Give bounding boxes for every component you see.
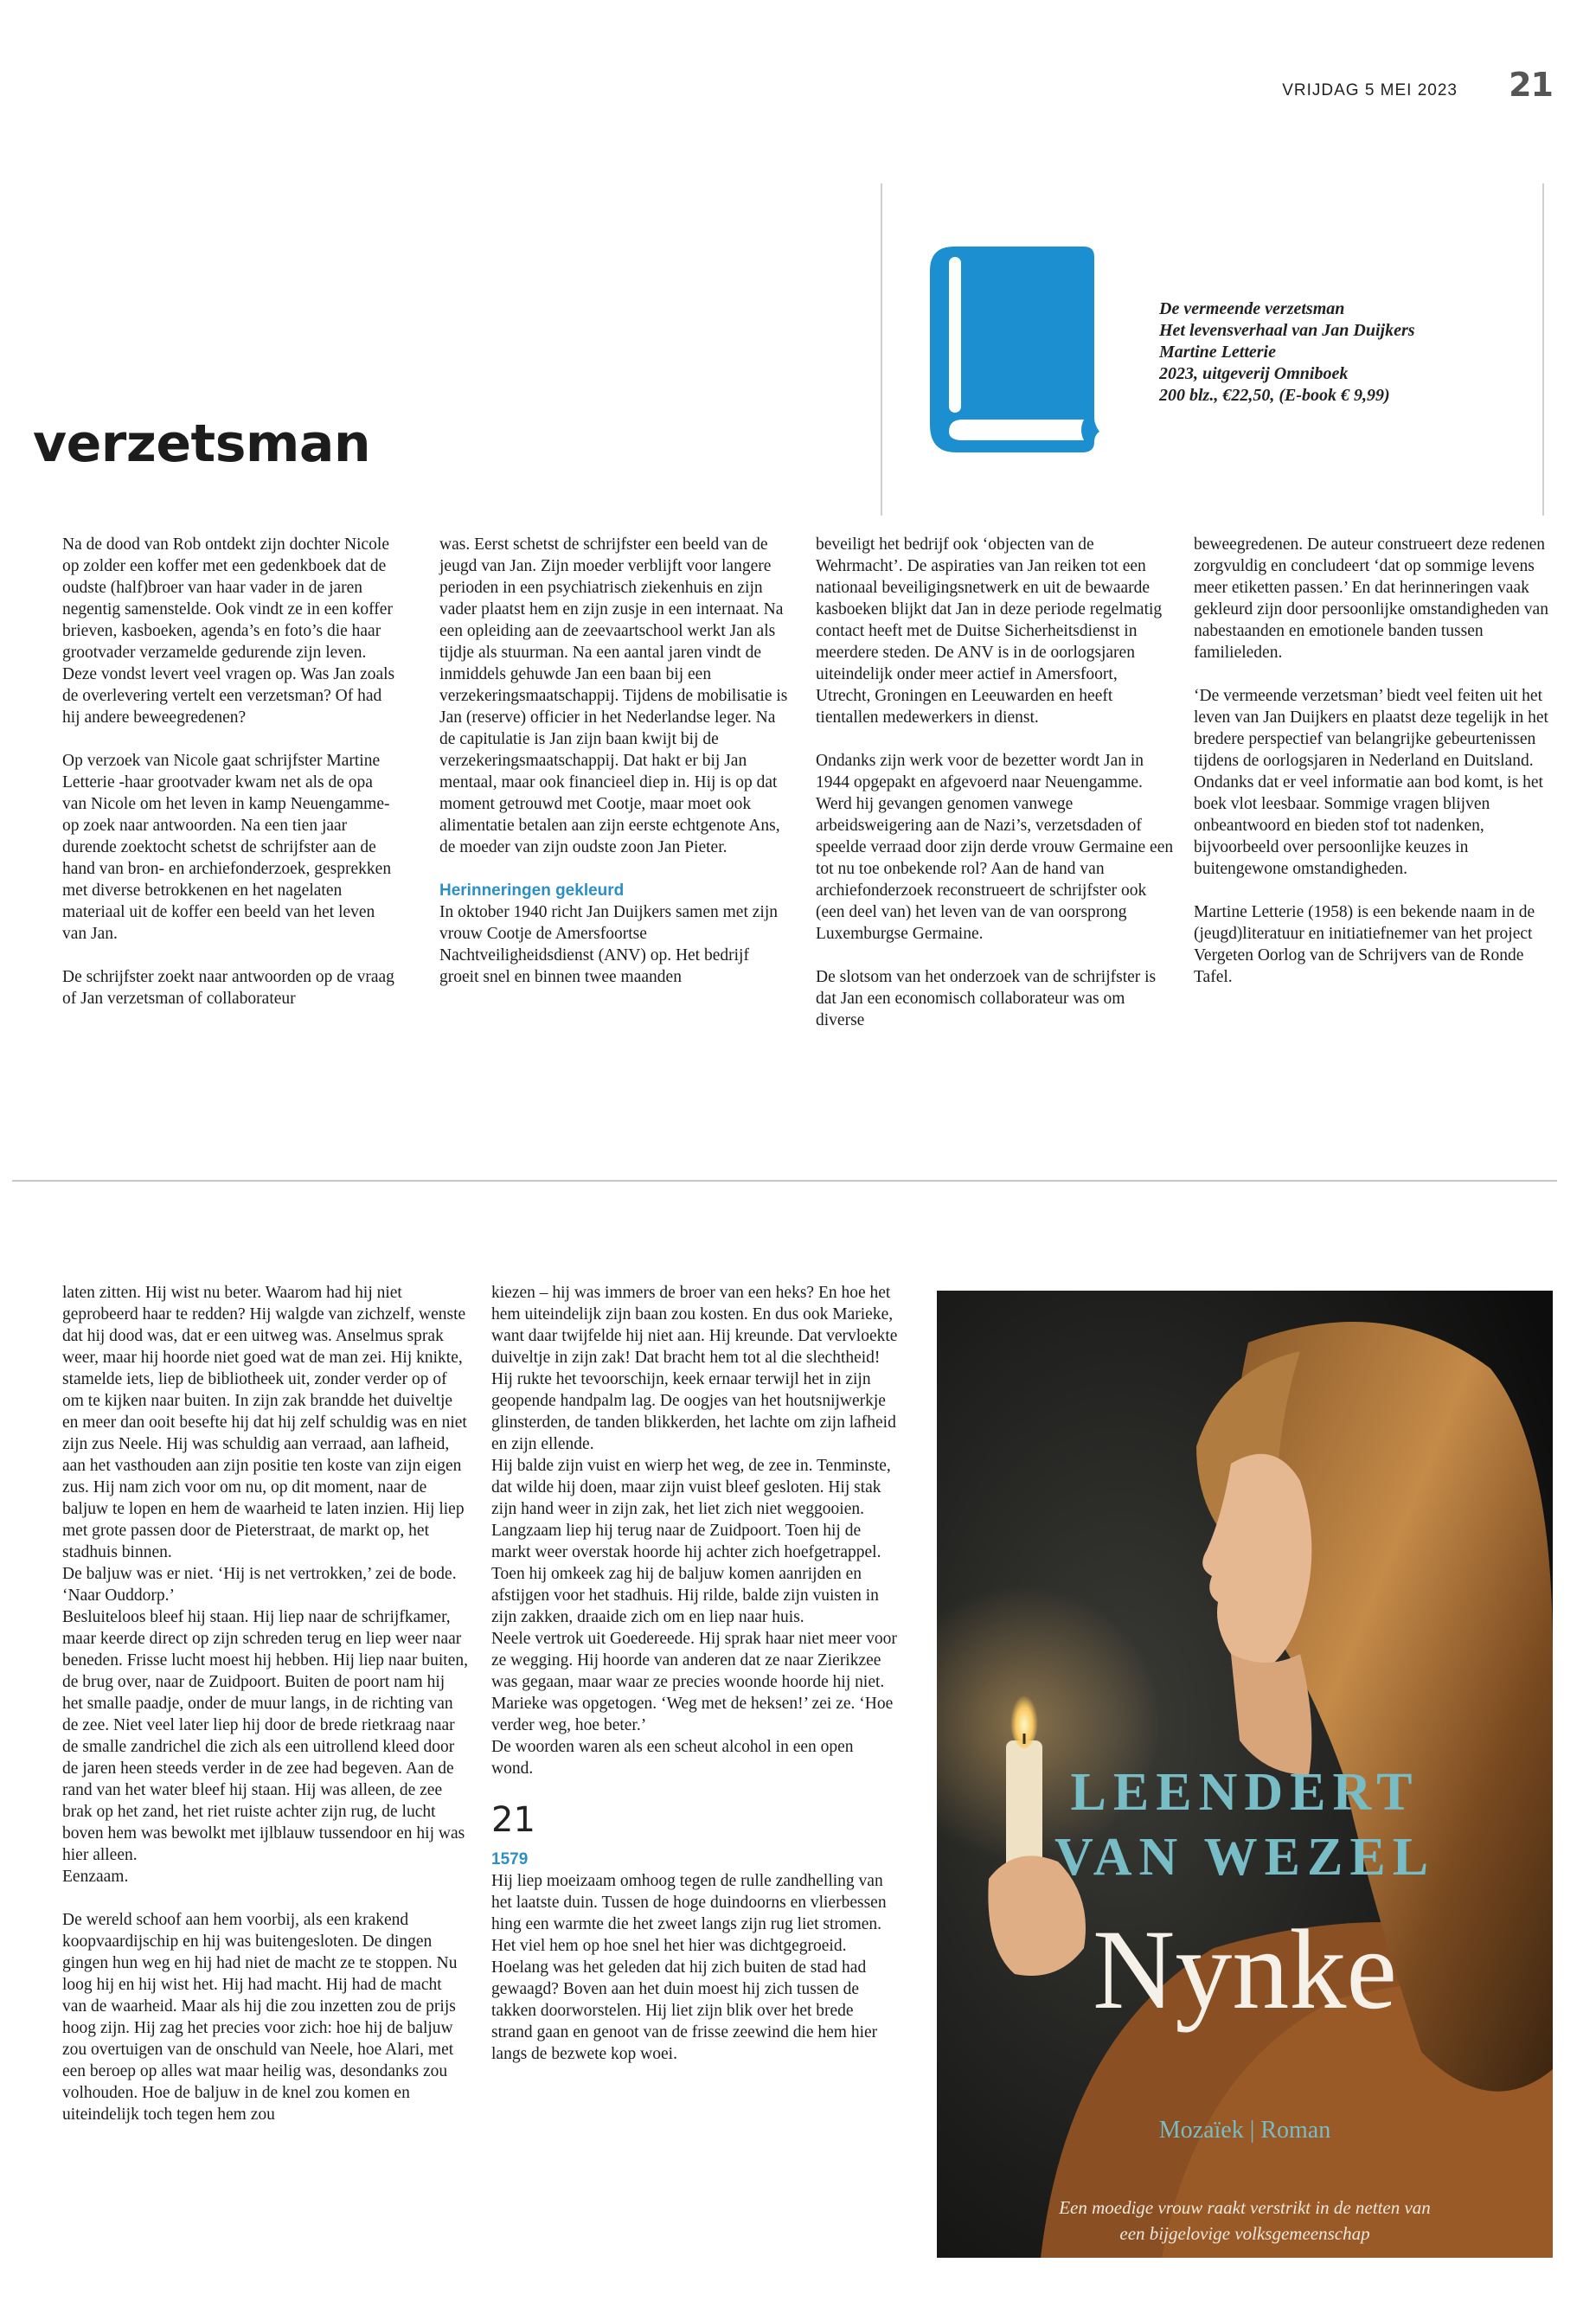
paragraph: Hij liep moeizaam omhoog tegen de rulle zandhelling van het laatste duin. Tussen de hoge duindoorns en vlierbessen hing een warmte die het zweet langs zijn rug liet stromen. Het viel hem op hoe snel het hier was dichtgegroeid. Hoelang was het geleden dat hij zich buiten de stad had gewaagd? Boven aan het duin moest hij zich tussen de takken doorworstelen. Hij liet zijn blik over het brede strand gaan en genoot van de frisse zeewind die hem hier langs de bezwete kop woei. bbox=[491, 1872, 887, 2063]
section-subheading: Herinneringen gekleurd bbox=[439, 881, 625, 900]
paragraph: ‘De vermeende verzetsman’ biedt veel feiten uit het leven van Jan Duijkers en plaatst deze tegelijk in het bredere perspectief van belangrijke gebeurtenissen tijdens de oorlogsjaren in Nederland en Duitsland. Ondanks dat er veel informatie aan bod komt, is het boek vlot leesbaar. Sommige vragen blijven onbeantwoord en bieden stof tot nadenken, bijvoorbeeld over persoonlijke keuzes in buitengewone omstandigheden. bbox=[1194, 687, 1548, 878]
book-info-line: Martine Letterie bbox=[1159, 343, 1276, 362]
chapter-subtitle: 1579 bbox=[491, 1850, 529, 1868]
issue-date: VRIJDAG 5 MEI 2023 bbox=[1282, 81, 1458, 99]
book-info-line: De vermeende verzetsman bbox=[1159, 299, 1345, 318]
article-title: verzetsman bbox=[33, 413, 371, 474]
paragraph: In oktober 1940 richt Jan Duijkers samen met zijn vrouw Cootje de Amersfoortse Nachtveiligheidsdienst (ANV) op. Het bedrijf groeit snel en binnen twee maanden bbox=[439, 903, 778, 986]
chapter-number: 21 bbox=[491, 1800, 535, 1840]
cover-author-line: LEENDERT bbox=[1070, 1763, 1420, 1822]
article-column-4 bbox=[1194, 534, 1548, 988]
paragraph: Na de dood van Rob ontdekt zijn dochter Nicole op zolder een koffer met een gedenkboek dat de oudste (half)broer van haar vader in de jaren negentig samenstelde. Ook vindt ze in een koffer brieven, kasboeken, agenda’s en foto’s die haar grootvader verzamelde gedurende zijn leven. Deze vondst levert veel vragen op. Was Jan zoals de overlevering vertelt een verzetsman? Of had hij andere beweegredenen? bbox=[62, 535, 395, 727]
serial-column-1 bbox=[62, 1282, 469, 2125]
book-info-line: 2023, uitgeverij Omniboek bbox=[1159, 364, 1349, 383]
section-divider bbox=[12, 1180, 1557, 1182]
paragraph: Marieke was opgetogen. ‘Weg met de heksen!’ zei ze. ‘Hoe verder weg, hoe beter.’ bbox=[491, 1695, 894, 1734]
cover-tagline: Een moedige vrouw raakt verstrikt in de netten van bbox=[1059, 2197, 1431, 2218]
article-column-1 bbox=[62, 534, 400, 1009]
article-column-3 bbox=[816, 534, 1176, 1031]
paragraph: beveiligt het bedrijf ook ‘objecten van de Wehrmacht’. De aspiraties van Jan reiken tot een nationaal beveiligingsnetwerk en uit de bewaarde kasboeken blijkt dat Jan in deze periode regelmatig contact heeft met de Duitse Sicherheitsdienst in meerdere steden. De ANV is in de oorlogsjaren uiteindelijk onder meer actief in Amersfoort, Utrecht, Groningen en Leeuwarden en heeft tientallen medewerkers in dienst. bbox=[816, 535, 1163, 727]
paragraph: Ondanks zijn werk voor de bezetter wordt Jan in 1944 opgepakt en afgevoerd naar Neuengamme. Werd hij gevangen genomen vanwege arbeidsweigering aan de Nazi’s, verzetsdaden of speelde verraad door zijn derde vrouw Germaine een tot nu toe onbekende rol? Aan de hand van archiefonderzoek reconstrueert de schrijfster ook (een deel van) het leven van de van oorsprong Luxemburgse Germaine. bbox=[816, 752, 1174, 943]
paragraph: De woorden waren als een scheut alcohol in een open wond. bbox=[491, 1738, 854, 1778]
paragraph: Eenzaam. bbox=[62, 1868, 129, 1886]
divider-line bbox=[881, 183, 882, 516]
paragraph: De slotsom van het onderzoek van de schrijfster is dat Jan een economisch collaborateur was om diverse bbox=[816, 968, 1157, 1029]
cover-author-line: VAN WEZEL bbox=[1054, 1828, 1436, 1887]
paragraph: kiezen – hij was immers de broer van een heks? En hoe het hem uiteindelijk zijn baan zou kosten. En dus ook Marieke, want daar twijfelde hij niet aan. Hij kreunde. Dat vervloekte duiveltje in zijn zak! Dat bracht hem tot al die slechtheid! Hij rukte het tevoorschijn, keek ernaar terwijl het in zijn geopende handpalm lag. De oogjes van het houtsnijwerkje glinsterden, de tanden blikkerden, het lachte om zijn lafheid en zijn ellende. bbox=[491, 1284, 898, 1453]
book-icon bbox=[930, 247, 1099, 452]
paragraph: De baljuw was er niet. ‘Hij is net vertrokken,’ zei de bode. ‘Naar Ouddorp.’ bbox=[62, 1565, 457, 1605]
paragraph: Martine Letterie (1958) is een bekende naam in de (jeugd)literatuur en initiatiefnemer van het project Vergeten Oorlog van de Schrijvers van de Ronde Tafel. bbox=[1194, 903, 1535, 986]
divider-line bbox=[1542, 183, 1544, 516]
cover-series: Mozaïek | Roman bbox=[1158, 2117, 1331, 2144]
paragraph: was. Eerst schetst de schrijfster een beeld van de jeugd van Jan. Zijn moeder verblijft voor langere perioden in een psychiatrisch ziekenhuis en zijn vader plaatst hem en zijn zusje in een internaat. Na een opleiding aan de zeevaartschool werkt Jan als tijdje als stuurman. Na een aantal jaren vindt de inmiddels gehuwde Jan een baan bij een verzekeringsmaatschappij. Tijdens de mobilisatie is Jan (reserve) officier in het Nederlandse leger. Na de capitulatie is Jan zijn baan kwijt bij de verzekeringsmaatschappij. Dat hakt er bij Jan mentaal, maar ook financieel diep in. Hij is op dat moment getrouwd met Cootje, maar moet ook alimentatie betalen aan zijn eerste echtgenote Ans, de moeder van zijn oudste zoon Jan Pieter. bbox=[439, 535, 788, 856]
paragraph: Neele vertrok uit Goedereede. Hij sprak haar niet meer voor ze wegging. Hij hoorde van anderen dat ze naar Zierikzee was gegaan, maar waar ze precies woonde hoorde hij niet. bbox=[491, 1630, 897, 1691]
page-number: 21 bbox=[1509, 66, 1553, 104]
serial-column-2 bbox=[491, 1282, 898, 2065]
paragraph: De wereld schoof aan hem voorbij, als een krakend koopvaardijschip en hij was buitengesloten. De dingen gingen hun weg en hij had niet de macht ze te stoppen. Nu loog hij en hij wist het. Hij had macht. Hij had de macht van de waarheid. Maar als hij die zou inzetten zou de prijs hoog zijn. Hij zag het precies voor zich: hoe hij de baljuw zou overtuigen van de onschuld van Neele, hoe Alari, met een beroep op alles wat maar heilig was, desondanks zou volhouden. Hoe de baljuw in de knel zou komen en uiteindelijk toch tegen hem zou bbox=[62, 1911, 458, 2124]
book-cover bbox=[937, 1291, 1553, 2258]
cover-title: Nynke bbox=[1093, 1906, 1397, 2033]
paragraph: De schrijfster zoekt naar antwoorden op de vraag of Jan verzetsman of collaborateur bbox=[62, 968, 394, 1008]
paragraph: Hij balde zijn vuist en wierp het weg, de zee in. Tenminste, dat wilde hij doen, maar zijn vuist bleef gesloten. Hij stak zijn hand weer in zijn zak, het liet zich niet weggooien. bbox=[491, 1457, 891, 1518]
paragraph: Op verzoek van Nicole gaat schrijfster Martine Letterie -haar grootvader kwam net als de opa van Nicole om het leven in kamp Neuengamme- op zoek naar antwoorden. Na een tien jaar durende zoektocht schetst de schrijfster aan de hand van bron- en archiefonderzoek, gesprekken met diverse betrokkenen en het nagelaten materiaal uit de koffer een beeld van het leven van Jan. bbox=[62, 752, 392, 943]
paragraph: Besluiteloos bleef hij staan. Hij liep naar de schrijfkamer, maar keerde direct op zijn schreden terug en liep weer naar beneden. Frisse lucht moest hij hebben. Hij liep naar buiten, de brug over, naar de Zuidpoort. Buiten de poort nam hij het smalle paadje, onder de muur langs, in de richting van de zee. Niet veel later liep hij door de brede rietkraag naar de smalle zandrichel die zich als een uitrollend kleed door de jaren heen steeds verder in de zee had begeven. Aan de rand van het water bleef hij staan. Hij was alleen, de zee brak op het zand, het riet ruiste achter zijn rug, de lucht boven hem was bewolkt met ijlblauw tussendoor en hij was hier alleen. bbox=[62, 1608, 468, 1864]
cover-tagline: een bijgelovige volksgemeenschap bbox=[1119, 2223, 1370, 2244]
article-column-2 bbox=[439, 534, 792, 988]
book-info-line: 200 blz., €22,50, (E-book € 9,99) bbox=[1159, 386, 1390, 405]
book-info-line: Het levensverhaal van Jan Duijkers bbox=[1159, 321, 1415, 340]
paragraph: laten zitten. Hij wist nu beter. Waarom had hij niet geprobeerd haar te redden? Hij walgde van zichzelf, wenste dat hij dood was, dat er een uitweg was. Anselmus sprak weer, maar hij hoorde niet goed wat de man zei. Hij knikte, stamelde iets, liep de bibliotheek uit, zonder verder op of om te kijken naar buiten. In zijn zak brandde het duiveltje en meer dan ooit besefte hij dat hij zelf schuldig was en niet zijn zus Neele. Hij was schuldig aan verraad, aan lafheid, aan het vasthouden aan zijn positie ten koste van zijn eigen zus. Hij nam zich voor om nu, op dit moment, naar de baljuw te lopen en hem de waarheid te laten inzien. Hij liep met grote passen door de Pieterstraat, de markt op, het stadhuis binnen. bbox=[62, 1284, 467, 1561]
paragraph: beweegredenen. De auteur construeert deze redenen zorgvuldig en concludeert ‘dat op sommige levens meer etiketten passen.’ En dat herinneringen vaak gekleurd zijn door persoonlijke omstandigheden van nabestaanden en emotionele banden tussen familieleden. bbox=[1194, 535, 1548, 662]
book-info bbox=[1159, 298, 1415, 407]
paragraph: Langzaam liep hij terug naar de Zuidpoort. Toen hij de markt weer overstak hoorde hij achter zich hoefgetrappel. Toen hij omkeek zag hij de baljuw komen aanrijden en afstijgen voor het stadhuis. Hij rilde, balde zijn vuisten in zijn zakken, draaide zich om en liep naar huis. bbox=[491, 1522, 881, 1626]
